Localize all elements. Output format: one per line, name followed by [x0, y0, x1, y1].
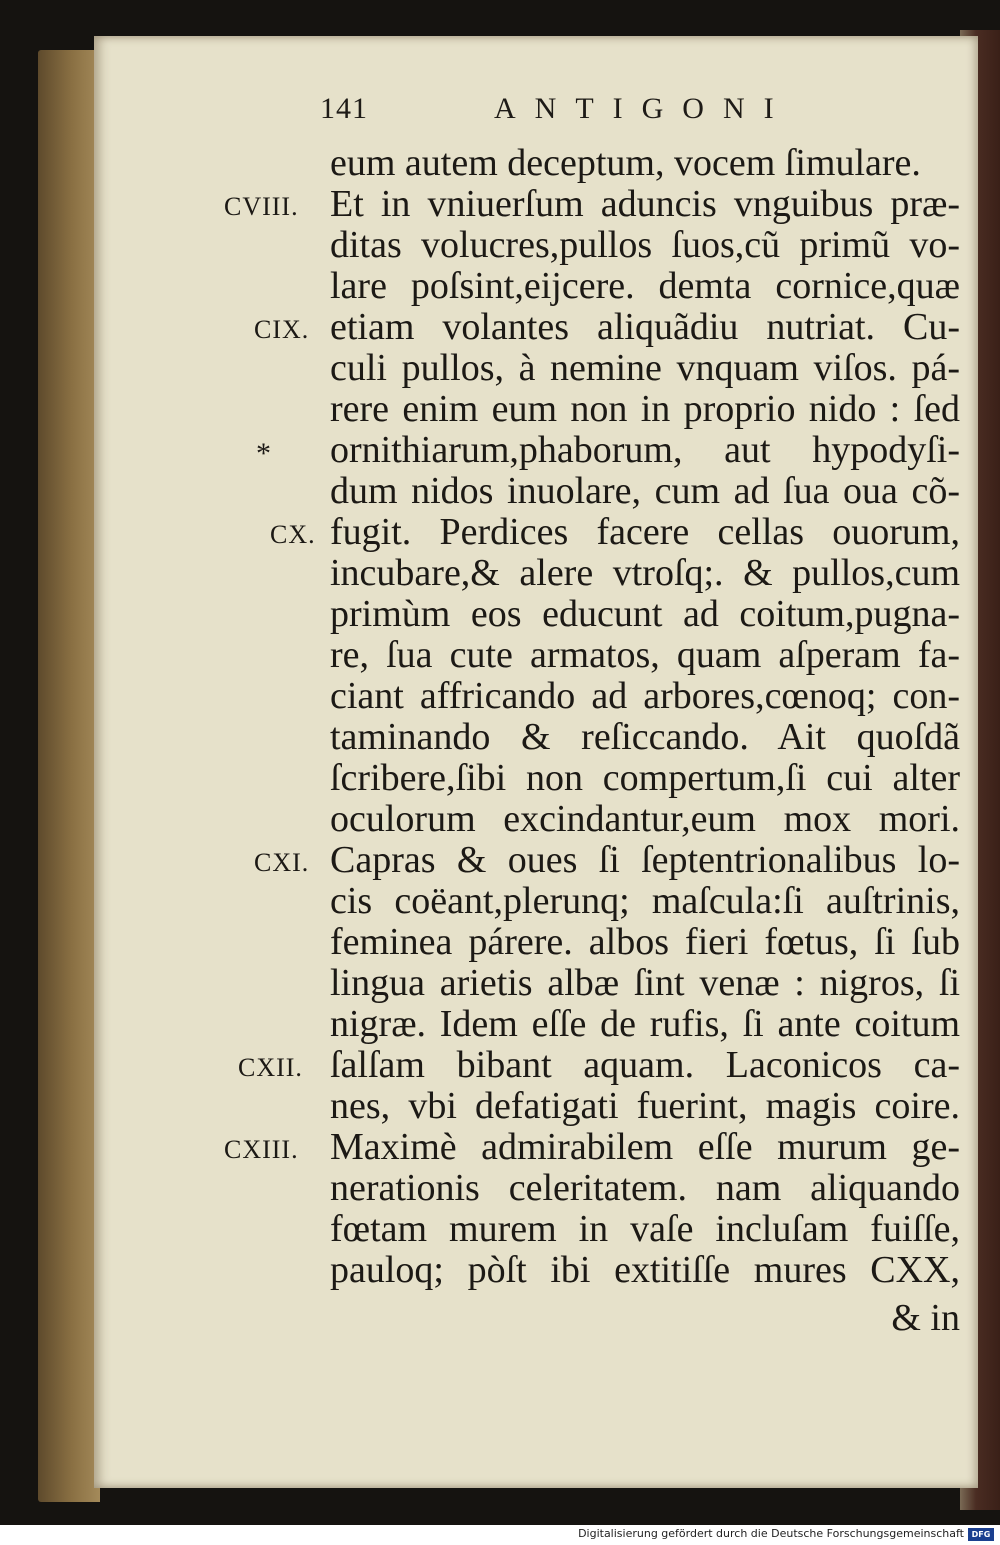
- text-line: cis coëant,plerunq; maſcula:ſi auſtrinis,: [330, 880, 960, 922]
- text-line: oculorum excindantur,eum mox mori.: [330, 798, 960, 840]
- text-line: taminando & reſiccando. Ait quoſdã: [330, 716, 960, 758]
- text-line: lingua arietis albæ ſint venæ : nigros, ſi: [330, 962, 960, 1004]
- text-line: primùm eos educunt ad coitum,pugna-: [330, 593, 960, 635]
- text-line: ditas volucres,pullos ſuos,cũ primũ vo-: [330, 224, 960, 266]
- text-line: feminea párere. albos fieri fœtus, ſi ſub: [330, 921, 960, 963]
- running-head: ANTIGONI: [494, 92, 793, 125]
- margin-note: CXIII.: [224, 1135, 299, 1164]
- text-line: etiam volantes aliquãdiu nutriat. Cu-: [330, 306, 960, 348]
- text-line: rere enim eum non in proprio nido : ſed: [330, 388, 960, 430]
- text-line: ſcribere,ſibi non compertum,ſi cui alter: [330, 757, 960, 799]
- text-line: fœtam murem in vaſe incluſam fuiſſe,: [330, 1208, 960, 1250]
- text-line: re, ſua cute armatos, quam aſperam fa-: [330, 634, 960, 676]
- text-line: nerationis celeritatem. nam aliquando: [330, 1167, 960, 1209]
- text-line: incubare,& alere vtroſq;. & pullos,cum: [330, 552, 960, 594]
- text-line: dum nidos inuolare, cum ad ſua oua cõ-: [330, 470, 960, 512]
- margin-note: CIX.: [254, 315, 310, 344]
- text-line: ciant affricando ad arbores,cœnoq; con-: [330, 675, 960, 717]
- text-line: Et in vniuerſum aduncis vnguibus præ-: [330, 183, 960, 225]
- footer-credit: Digitalisierung gefördert durch die Deutsche Forschungsgemeinschaft: [578, 1527, 964, 1540]
- text-line: fugit. Perdices facere cellas ouorum,: [330, 511, 960, 553]
- margin-note: CVIII.: [224, 192, 299, 221]
- page-number: 141: [320, 92, 368, 125]
- margin-note: CXII.: [238, 1053, 303, 1082]
- text-line: Maximè admirabilem eſſe murum ge-: [330, 1126, 960, 1168]
- text-line: lare poſsint,eijcere. demta cornice,quæ: [330, 265, 960, 307]
- margin-note: CXI.: [254, 848, 310, 877]
- footer-bar: [0, 1525, 1000, 1545]
- text-line: pauloq; pòſt ibi extitiſſe mures CXX,: [330, 1249, 960, 1291]
- text-line: ornithiarum,phaborum, aut hypodyſi-: [330, 429, 960, 471]
- text-line: culi pullos, à nemine vnquam viſos. pá-: [330, 347, 960, 389]
- text-line: nigræ. Idem eſſe de rufis, ſi ante coitum: [330, 1003, 960, 1045]
- book-cover-edge: [38, 50, 100, 1502]
- text-line: Capras & oues ſi ſeptentrionalibus lo-: [330, 839, 960, 881]
- text-line: nes, vbi defatigati fuerint, magis coire.: [330, 1085, 960, 1127]
- margin-note: *: [256, 437, 272, 470]
- text-line: ſalſam bibant aquam. Laconicos ca-: [330, 1044, 960, 1086]
- catchword: & in: [891, 1297, 960, 1339]
- text-line: eum autem deceptum, vocem ſimulare.: [330, 142, 921, 184]
- margin-note: CX.: [270, 520, 316, 549]
- dfg-logo: DFG: [968, 1528, 994, 1541]
